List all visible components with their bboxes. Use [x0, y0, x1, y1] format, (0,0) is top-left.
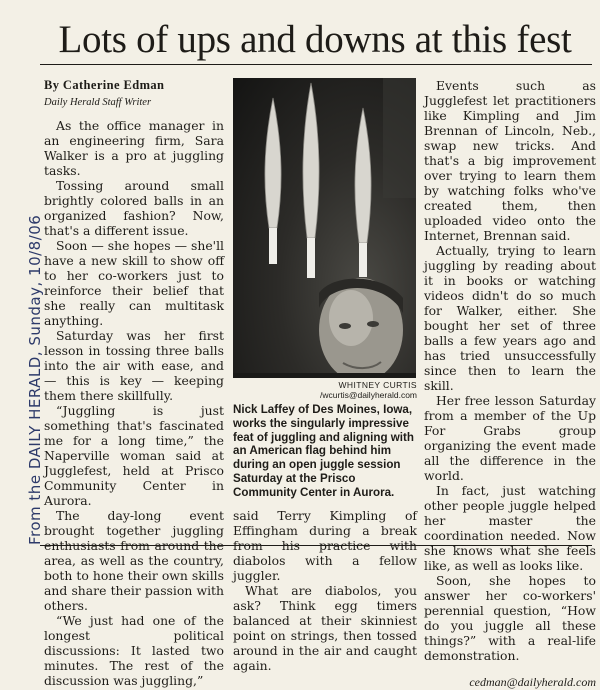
- paragraph: “We just had one of the longest political discussions: It lasted two minutes. The rest of the discussion was juggling,”: [44, 613, 224, 688]
- paragraph: “Juggling is just something that's fascinated me for a long time,” the Naperville woman said at Jugglefest, held at Prisco Community Center in Aurora.: [44, 403, 224, 508]
- paragraph: As the office manager in an engineering firm, Sara Walker is a pro at juggling tasks.: [44, 118, 224, 178]
- headline: Lots of ups and downs at this fest: [58, 18, 572, 61]
- byline-role: Daily Herald Staff Writer: [44, 97, 152, 108]
- juggler-photo: [233, 78, 416, 378]
- byline: By Catherine Edman: [44, 78, 165, 92]
- paragraph: In fact, just watching other people juggle helped her master the coordination needed. Now she knows what she feels like, as well as looks like.: [424, 483, 596, 573]
- article-column-2: [233, 78, 417, 673]
- paragraph: Soon, she hopes to answer her co-workers' perennial question, “How do you juggle all these things?” with a real-life demonstration.: [424, 573, 596, 663]
- paragraph: Her free lesson Saturday from a member of the Up For Grabs group organizing the event made all the difference in the world.: [424, 393, 596, 483]
- paragraph: Events such as Jugglefest let practitioners like Kimpling and Jim Brennan of Lincoln, Neb., swap new tricks. And that's a big improvement over trying to learn them by watching folks who've created them, then uploaded video onto the Internet, Brennan said.: [424, 78, 596, 243]
- paragraph: Saturday was her first lesson in tossing three balls into the air with ease, and — this is key — keeping them there skillfully.: [44, 328, 224, 403]
- paragraph: Tossing around small brightly colored balls in an organized fashion? Now, that's a different issue.: [44, 178, 224, 238]
- paragraph: What are diabolos, you ask? Think egg timers balanced at their skinniest point on strings, then tossed around in the air and caught again.: [233, 582, 417, 673]
- photo-credit: WHITNEY CURTIS: [338, 380, 417, 390]
- headline-rule: [40, 64, 592, 65]
- handwritten-source-note: From the DAILY HERALD, Sunday, 10/8/06: [26, 214, 44, 545]
- article-column-3: [424, 78, 596, 690]
- paragraph: Actually, trying to learn juggling by reading about it in books or watching videos didn't do so much for Walker, either. She bought her set of three balls a few years ago and has tried unsuccessfully since then to learn the skill.: [424, 243, 596, 393]
- juggler-photo-illustration: [233, 78, 416, 378]
- article-column-1: [44, 78, 224, 688]
- author-email: cedman@dailyherald.com: [469, 675, 596, 689]
- paragraph: The day-long event brought together juggling enthusiasts from around the area, as well as the country, both to hone their own skills and share their passion with others.: [44, 508, 224, 613]
- photo-credit-email: /wcurtis@dailyherald.com: [320, 390, 417, 400]
- paragraph: said Terry Kimpling of Effingham during a break from his practice with diabolos with a fellow juggler.: [233, 507, 417, 583]
- paragraph: Soon — she hopes — she'll have a new skill to show off to her co-workers just to reinforce their belief that she really can multitask anything.: [44, 238, 224, 328]
- photo-caption: Nick Laffey of Des Moines, Iowa, works the singularly impressive feat of juggling and aligning with an American flag behind him during an open juggle session Saturday at the Prisco Community Center in Aurora.: [233, 403, 414, 499]
